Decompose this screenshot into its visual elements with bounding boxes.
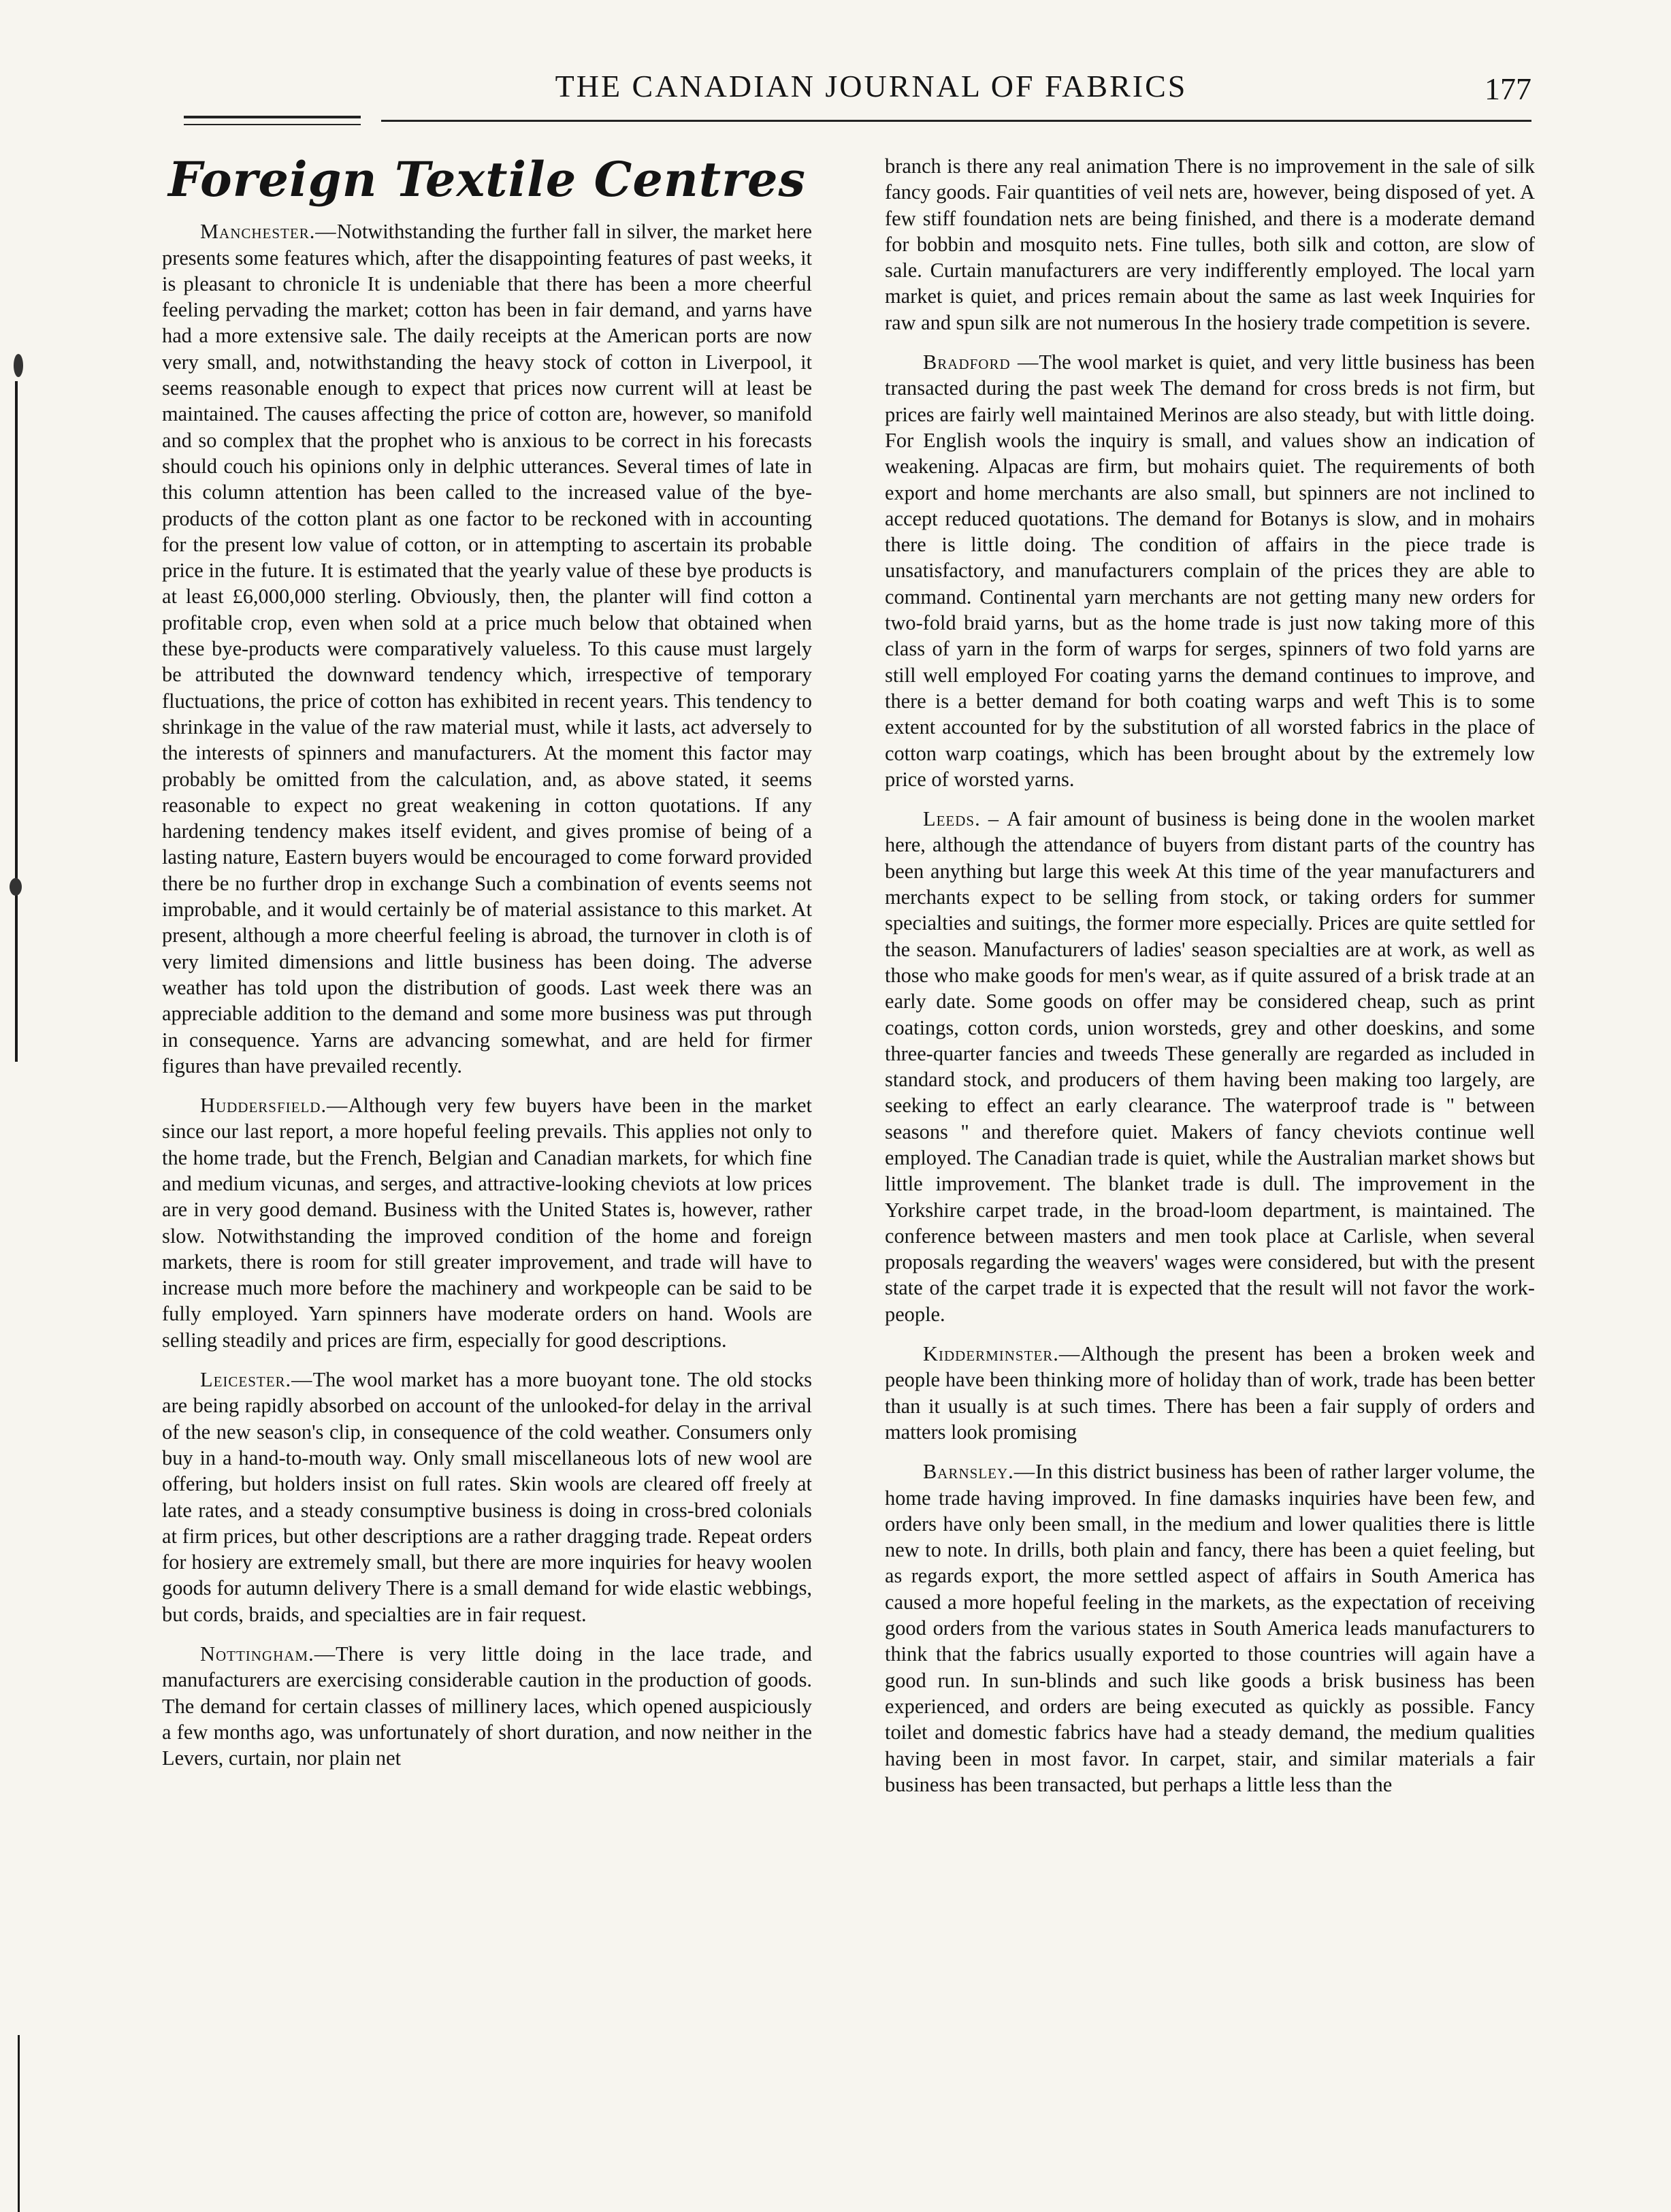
right-column (885, 153, 1535, 1811)
margin-binding-mark (15, 381, 18, 1062)
report-paragraph (162, 1092, 812, 1353)
report-text: There is very little doing in the lace trade, and manufacturers are exercising considerable caution in the production of goods. The demand for certain classes of millinery laces, which opened auspiciously a few months ago, was unfortunately of short duration, and now neither in the Levers, curtain, nor plain net (162, 1642, 812, 1770)
report-text: The wool market is quiet, and very little business has been transacted during the past week The demand for cross breds is not firm, but prices are fairly well maintained Merinos are also steady, but with little doing. For English wools the inquiry is small, and values show an indication of weakening. Alpacas are firm, but mohairs quiet. The requirements of both export and home merchants are also small, but spinners are not inclined to accept reduced quotations. The demand for Botanys is slow, and in mohairs there is little doing. The condition of affairs in the piece trade is unsatisfactory, and manufacturers complain of the prices they are able to command. Continental yarn merchants are not getting many new orders for two-fold braid yarns, but as the home trade is just now taking more of this class of yarn in the form of warps for serges, spinners of two fold yarns are still well employed For coating yarns the demand continues to improve, and there is a better demand for both coating warps and weft This is to some extent accounted for by the substitution of all worsted fabrics in the place of cotton warp coatings, which has been brought about by the extremely low price of worsted yarns. (885, 351, 1535, 791)
report-text: The wool market has a more buoyant tone. The old stocks are being rapidly absorbed on account of the unlooked-for delay in the arrival of the new season's clip, in consequence of the cold weather. Consumers only buy in a hand-to-mouth way. Only small miscellaneous lots of new wool are offering, but holders insist on full rates. Skin wools are cleared off freely at late rates, and a steady consumptive business is doing in cross-bred colonials at firm prices, but other descriptions are a rather dragging trade. Repeat orders for hosiery are extremely small, but there are more inquiries for heavy woolen goods for autumn delivery There is a small demand for wide elastic webbings, but cords, braids, and specialties are in fair request. (162, 1368, 812, 1626)
place-name: Manchester.— (200, 220, 337, 244)
report-paragraph (885, 806, 1535, 1327)
place-name: Bradford — (923, 351, 1039, 374)
page-number: 177 (1485, 71, 1531, 106)
header-rule-right (381, 120, 1531, 122)
page-header (184, 68, 1531, 116)
report-paragraph (885, 1341, 1535, 1445)
scan-speck (10, 878, 22, 896)
journal-title: THE CANADIAN JOURNAL OF FABRICS (555, 69, 1188, 103)
margin-binding-mark (18, 2035, 20, 2212)
report-paragraph (162, 1641, 812, 1771)
report-text: Although very few buyers have been in the market since our last report, a more hopeful feeling prevails. This applies not only to the home trade, but the French, Belgian and Canadian markets, for which fine and medium vicunas, and serges, and attractive-looking cheviots at low prices are in very good demand. Business with the United States is, however, rather slow. Notwithstanding the improved condition of the home and foreign markets, there is room for still greater improvement, and trade will have to increase much more before the machinery and workpeople can be said to be fully employed. Yarn spinners have moderate orders on hand. Wools are selling steadily and prices are firm, especially for good descriptions. (162, 1094, 812, 1352)
report-paragraph (885, 1459, 1535, 1798)
left-column (162, 153, 812, 1785)
report-paragraph (162, 1367, 812, 1627)
header-rule-left-bottom (184, 124, 361, 125)
report-paragraph (162, 218, 812, 1079)
scan-speck (14, 354, 23, 377)
report-paragraph (885, 349, 1535, 792)
place-name: Barnsley.— (923, 1460, 1036, 1484)
article-title: Foreign Textile Centres (168, 151, 806, 208)
report-text: Although the present has been a broken week and people have been thinking more of holiday than of work, trade has been better than it usually is at such times. There has been a fair supply of orders and matters look promising (885, 1342, 1535, 1444)
report-text: branch is there any real animation There is no improvement in the sale of silk fancy goods. Fair quantities of veil nets are, however, being disposed of yet. A few stiff foundation nets are being finished, and there is a moderate demand for bobbin and mosquito nets. Fine tulles, both silk and cotton, are slow of sale. Curtain manufacturers are very indifferently employed. The local yarn market is quiet, and prices remain about the same as last week Inquiries for raw and spun silk are not numerous In the hosiery trade competition is severe. (885, 154, 1535, 334)
header-rule-left-top (184, 116, 361, 118)
place-name: Kidderminster.— (923, 1342, 1081, 1366)
place-name: Leicester.— (200, 1368, 313, 1392)
report-text: In this district business has been of rather larger volume, the home trade having improved. In fine damasks inquiries have been few, and orders have only been small, in the medium and lower qualities there is little new to note. In drills, both plain and fancy, there has been a quiet feeling, but as regards export, the more settled aspect of affairs in South America has caused a more hopeful feeling in the markets, as the expectation of receiving good orders from the various states in South America leads manufacturers to think that the fabrics usually exported to those countries will again have a good run. In sun-blinds and such like goods a brisk business has been experienced, and orders are being executed as quickly as possible. Fancy toilet and domestic fabrics have had a steady demand, the medium qualities having been in most favor. In carpet, stair, and similar materials a fair business has been transacted, but perhaps a little less than the (885, 1460, 1535, 1796)
report-paragraph (885, 153, 1535, 336)
report-text: Notwithstanding the further fall in silver, the market here presents some features which, after the disappointing features of past weeks, it is pleasant to chronicle It is undeniable that there has been a more cheerful feeling pervading the market; cotton has been in fair demand, and yarns have had a more extensive sale. The daily receipts at the American ports are now very small, and, notwithstanding the heavy stock of cotton in Liverpool, it seems reasonable enough to expect that prices now current will at least be maintained. The causes affecting the price of cotton are, however, so manifold and so complex that the prophet who is anxious to be correct in his forecasts should couch his opinions only in delphic utterances. Several times of late in this column attention has been called to the increased value of the bye-products of the cotton plant as one factor to be reckoned with in accounting for the present low value of cotton, or in attempting to ascertain its probable price in the future. It is estimated that the yearly value of these bye products is at least £6,000,000 sterling. Obviously, then, the planter will find cotton a profitable crop, even when sold at a price much below that obtained when these bye-products were comparatively valueless. To this cause must largely be attributed the downward tendency which, irrespective of temporary fluctuations, the price of cotton has exhibited in recent years. This tendency to shrinkage in the value of the raw material must, while it lasts, act adversely to the interests of spinners and manufacturers. At the moment this factor may probably be omitted from the calculation, and, as above stated, it seems reasonable to expect no great weakening in cotton quotations. If any hardening tendency makes itself evident, and gives promise of being of a lasting nature, Eastern buyers would be encouraged to come forward provided there be no further drop in exchange Such a combination of events seems not improbable, and it would certainly be of material assistance to this market. At present, although a more cheerful feeling is abroad, the turnover in cloth is of very limited dimensions and little business has been doing. The adverse weather has told upon the distribution of goods. Last week there was an appreciable addition to the demand and some more business was put through in consequence. Yarns are advancing somewhat, and are held for firmer figures than have prevailed recently. (162, 220, 812, 1077)
place-name: Huddersfield.— (200, 1094, 348, 1118)
report-text: A fair amount of business is being done in the woolen market here, although the attendance of buyers from distant parts of the country has been anything but large this week At this time of the year manufacturers and merchants expect to be selling from stock, or taking orders for summer specialties and suitings, the former more especially. Prices are quite settled for the season. Manufacturers of ladies' season specialties are at work, as well as those who make goods for men's wear, as if quite assured of a brisk trade at an early date. Some goods on offer may be considered cheap, such as print coatings, cotton cords, union worsteds, grey and other doeskins, and some three-quarter fancies and tweeds These generally are regarded as included in standard stock, and producers of them having been making too largely, are seeking to effect an early clearance. The waterproof trade is " between seasons " and therefore quiet. Makers of fancy cheviots continue well employed. The Canadian trade is quiet, while the Australian market shows but little improvement. The blanket trade is dull. The improvement in the Yorkshire carpet trade, in the broad-loom department, is maintained. The conference between masters and men took place at Carlisle, when several proposals regarding the weavers' wages were considered, but with the present state of the carpet trade it is expected that the result will not favor the work-people. (885, 807, 1535, 1326)
place-name: Leeds. – (923, 807, 1007, 831)
place-name: Nottingham.— (200, 1642, 336, 1666)
